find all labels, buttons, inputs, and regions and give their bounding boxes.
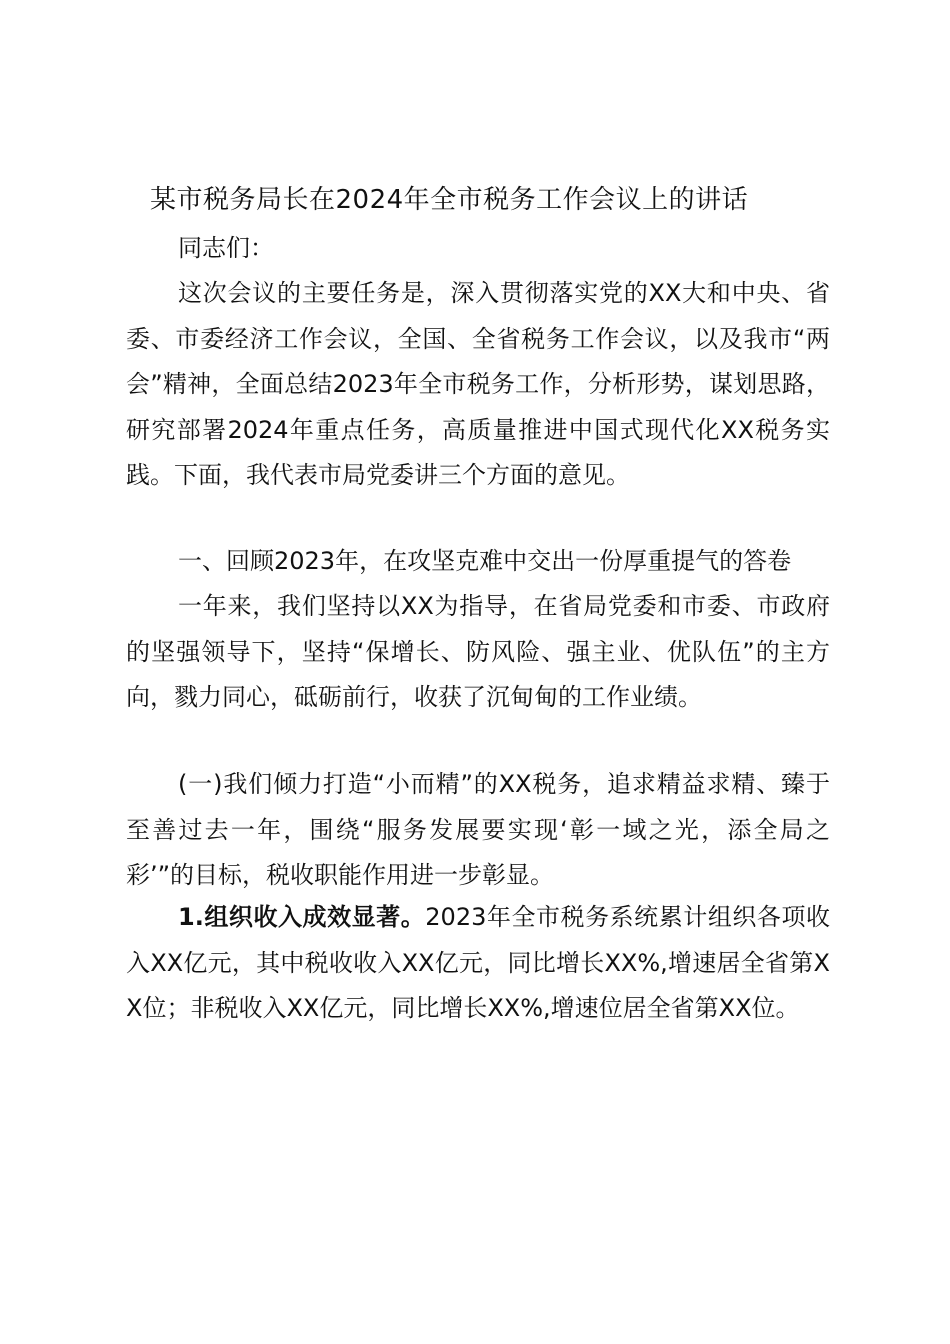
document-title: 某市税务局长在2024年全市税务工作会议上的讲话	[150, 185, 749, 215]
item-label: 1.组织收入成效显著。	[178, 903, 426, 931]
item-paragraph	[126, 895, 830, 1032]
item-text: 2023年全市税务系统累计组织各项收入XX亿元，其中税收收入XX亿元，同比增长XX%,增速居全省第XX位；非税收入XX亿元，同比增长XX%,增速位居全省第XX位。	[126, 903, 830, 1022]
intro-paragraph: 这次会议的主要任务是，深入贯彻落实党的XX大和中央、省委、市委经济工作会议，全国、全省税务工作会议，以及我市“两会”精神，全面总结2023年全市税务工作，分析形势，谋划思路，研究部署2024年重点任务，高质量推进中国式现代化XX税务实践。下面，我代表市局党委讲三个方面的意见。	[126, 279, 830, 489]
section-heading: 一、回顾2023年，在攻坚克难中交出一份厚重提气的答卷	[178, 547, 792, 575]
subsection-paragraph: (一)我们倾力打造“小而精”的XX税务，追求精益求精、臻于至善过去一年，围绕“服务发展要实现‘彰一域之光，添全局之彩’”的目标，税收职能作用进一步彰显。	[126, 770, 830, 889]
section-paragraph: 一年来，我们坚持以XX为指导，在省局党委和市委、市政府的坚强领导下，坚持“保增长、防风险、强主业、优队伍”的主方向，戮力同心，砥砺前行，收获了沉甸甸的工作业绩。	[126, 592, 830, 711]
salutation: 同志们：	[178, 234, 274, 262]
